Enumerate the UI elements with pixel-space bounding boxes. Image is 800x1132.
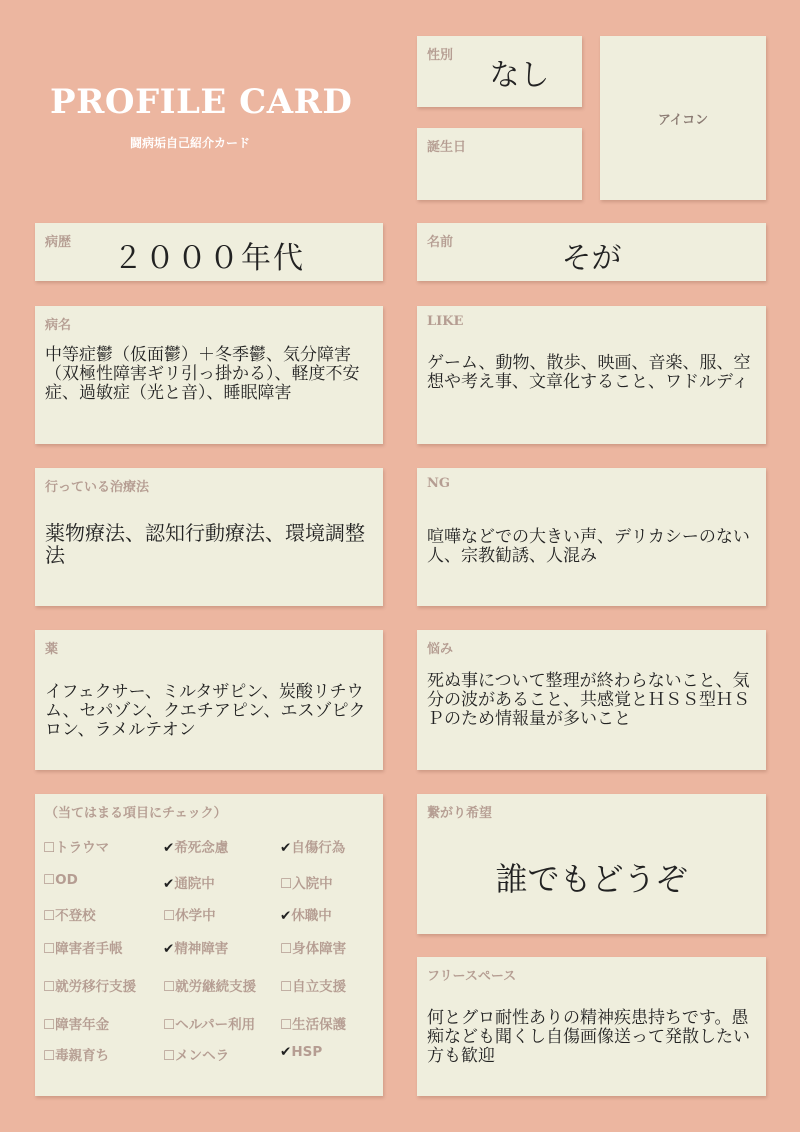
- history-value: ２０００年代: [113, 241, 305, 276]
- card-subtitle: 闘病垢自己紹介カード: [130, 136, 251, 150]
- name-value: そが: [561, 241, 622, 276]
- checklist-item-label: 自立支援: [292, 979, 347, 995]
- empty-checkbox-icon[interactable]: ☐: [280, 941, 293, 957]
- empty-checkbox-icon[interactable]: ☐: [280, 979, 293, 995]
- medicine-box: [35, 630, 383, 770]
- empty-checkbox-icon[interactable]: ☐: [43, 941, 56, 957]
- checklist-item-label: トラウマ: [55, 840, 110, 856]
- checklist-item[interactable]: [163, 975, 256, 995]
- checklist-item[interactable]: [280, 872, 333, 892]
- checklist-item[interactable]: [43, 872, 78, 888]
- connection-value: 誰でもどうぞ: [495, 860, 688, 898]
- checklist-item[interactable]: [43, 1013, 109, 1033]
- empty-checkbox-icon[interactable]: ☐: [280, 1017, 293, 1033]
- checklist-item-label: OD: [55, 872, 78, 888]
- empty-checkbox-icon[interactable]: ☐: [43, 1048, 56, 1064]
- checklist-item-label: 通院中: [174, 876, 215, 892]
- empty-checkbox-icon[interactable]: ☐: [43, 840, 56, 856]
- checklist-item[interactable]: [280, 836, 345, 856]
- connection-label: 繋がり希望: [427, 806, 493, 821]
- checklist-item[interactable]: [43, 1044, 109, 1064]
- checklist-item[interactable]: [163, 872, 215, 892]
- ng-box: [417, 468, 766, 606]
- free-space-label: フリースペース: [427, 969, 517, 984]
- checkmark-icon[interactable]: ✔: [163, 876, 175, 892]
- checklist-item[interactable]: [43, 904, 96, 924]
- checklist-item-label: HSP: [291, 1044, 323, 1060]
- worry-label: 悩み: [427, 642, 454, 657]
- treatment-label: 行っている治療法: [45, 480, 150, 495]
- checklist-item-label: 障害年金: [55, 1017, 110, 1033]
- worry-value: 死ぬ事について整理が終わらないこと、気分の波があること、共感覚とＨＳＳ型ＨＳＰのため情報量が多いこと: [427, 671, 750, 730]
- checklist-box: [35, 794, 383, 1096]
- like-value: ゲーム、動物、散歩、映画、音楽、服、空想や考え事、文章化すること、ワドルディ: [427, 353, 751, 393]
- medicine-value: イフェクサー、ミルタザピン、炭酸リチウム、セパゾン、クエチアピン、エスゾピクロン、ラメルテオン: [45, 682, 366, 741]
- checkmark-icon[interactable]: ✔: [163, 941, 175, 957]
- checklist-item-label: 障害者手帳: [55, 941, 123, 957]
- medicine-label: 薬: [45, 642, 59, 657]
- checklist-item[interactable]: [163, 904, 216, 924]
- checkmark-icon[interactable]: ✔: [280, 840, 292, 856]
- treatment-box: [35, 468, 383, 606]
- checklist-item-label: 精神障害: [174, 941, 229, 957]
- checklist-item-label: 身体障害: [292, 941, 347, 957]
- birthday-box: [417, 128, 582, 200]
- gender-box: [417, 36, 582, 107]
- checkmark-icon[interactable]: ✔: [280, 908, 292, 924]
- checklist-item-label: ヘルパー利用: [175, 1017, 256, 1033]
- empty-checkbox-icon[interactable]: ☐: [163, 1048, 176, 1064]
- empty-checkbox-icon[interactable]: ☐: [163, 1017, 176, 1033]
- history-label: 病歴: [45, 235, 72, 250]
- ng-value: 喧嘩などでの大きい声、デリカシーのない人、宗教勧誘、人混み: [427, 527, 750, 567]
- empty-checkbox-icon[interactable]: ☐: [280, 876, 293, 892]
- checklist-item-label: 毒親育ち: [55, 1048, 110, 1064]
- disease-value: 中等症鬱（仮面鬱）＋冬季鬱、気分障害（双極性障害ギリ引っ掛かる）、軽度不安症、過敏症（光と音）、睡眠障害: [45, 345, 360, 404]
- checklist-item[interactable]: [163, 836, 228, 856]
- checklist-item[interactable]: [280, 1013, 346, 1033]
- checklist-item[interactable]: [163, 1044, 229, 1064]
- connection-box: [417, 794, 766, 934]
- checklist-item-label: 入院中: [292, 876, 333, 892]
- icon-box: [600, 36, 766, 200]
- checklist-item-label: 自傷行為: [291, 840, 346, 856]
- checklist-item[interactable]: [43, 836, 109, 856]
- checklist-item-label: 不登校: [55, 908, 96, 924]
- empty-checkbox-icon[interactable]: ☐: [43, 979, 56, 995]
- checklist-item-label: メンヘラ: [175, 1048, 230, 1064]
- icon-placeholder-label: アイコン: [657, 113, 709, 128]
- history-box: [35, 223, 383, 281]
- card-title: PROFILE CARD: [50, 82, 353, 122]
- like-box: [417, 306, 766, 444]
- checklist-item[interactable]: [280, 975, 346, 995]
- name-label: 名前: [427, 235, 454, 250]
- checklist-item-label: 希死念慮: [174, 840, 229, 856]
- checklist-item[interactable]: [43, 937, 123, 957]
- birthday-label: 誕生日: [427, 140, 467, 155]
- checklist-label: （当てはまる項目にチェック）: [45, 806, 227, 821]
- worry-box: [417, 630, 766, 770]
- checklist-item[interactable]: [280, 1044, 322, 1060]
- checklist-item-label: 就労移行支援: [55, 979, 137, 995]
- empty-checkbox-icon[interactable]: ☐: [163, 979, 176, 995]
- like-label: LIKE: [427, 314, 464, 329]
- checkmark-icon[interactable]: ✔: [280, 1044, 292, 1060]
- checklist-item-label: 休職中: [291, 908, 332, 924]
- checklist-item[interactable]: [280, 937, 346, 957]
- treatment-value: 薬物療法、認知行動療法、環境調整法: [45, 521, 365, 568]
- free-space-box: [417, 957, 766, 1096]
- free-space-value: 何とグロ耐性ありの精神疾患持ちです。愚痴なども聞くし自傷画像送って発散したい方も歓迎: [427, 1008, 750, 1067]
- empty-checkbox-icon[interactable]: ☐: [163, 908, 176, 924]
- name-box: [417, 223, 766, 281]
- empty-checkbox-icon[interactable]: ☐: [43, 872, 56, 888]
- empty-checkbox-icon[interactable]: ☐: [43, 1017, 56, 1033]
- checklist-item[interactable]: [163, 1013, 255, 1033]
- disease-label: 病名: [45, 318, 72, 333]
- ng-label: NG: [427, 476, 450, 491]
- gender-value: なし: [489, 58, 550, 93]
- checklist-item-label: 就労継続支援: [175, 979, 257, 995]
- checklist-item-label: 生活保護: [292, 1017, 347, 1033]
- empty-checkbox-icon[interactable]: ☐: [43, 908, 56, 924]
- gender-label: 性別: [427, 48, 454, 63]
- checklist-item[interactable]: [43, 975, 136, 995]
- checklist-item[interactable]: [280, 904, 332, 924]
- checkmark-icon[interactable]: ✔: [163, 840, 175, 856]
- checklist-item-label: 休学中: [175, 908, 216, 924]
- checklist-item[interactable]: [163, 937, 228, 957]
- disease-box: [35, 306, 383, 444]
